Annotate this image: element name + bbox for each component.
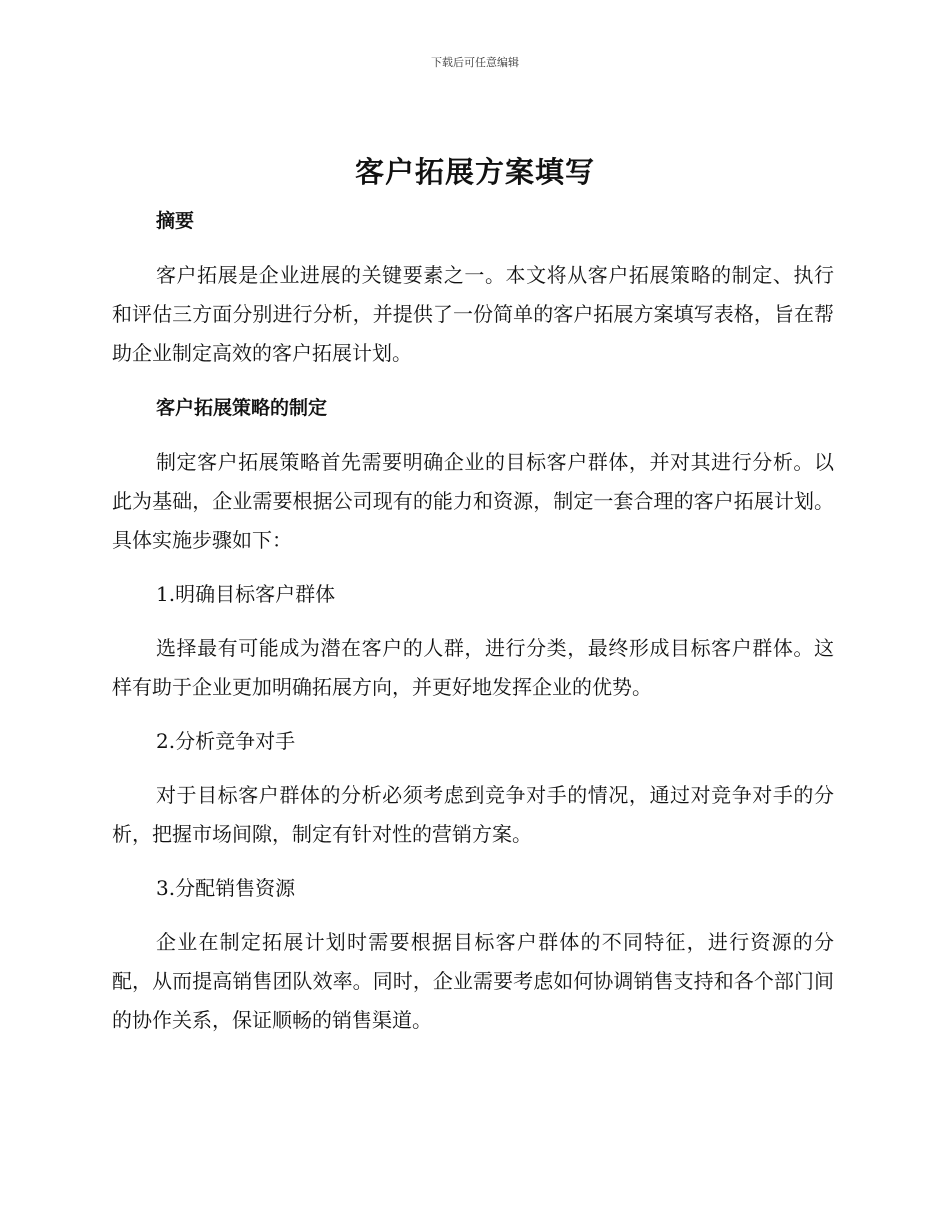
document-body	[112, 202, 834, 1055]
step-title-3: 3.分配销售资源	[156, 876, 296, 900]
section-intro-paragraph: 制定客户拓展策略首先需要明确企业的目标客户群体，并对其进行分析。以此为基础，企业需要根据公司现有的能力和资源，制定一套合理的客户拓展计划。具体实施步骤如下：	[112, 450, 834, 552]
document-title: 客户拓展方案填写	[354, 155, 595, 189]
abstract-paragraph: 客户拓展是企业进展的关键要素之一。本文将从客户拓展策略的制定、执行和评估三方面分别进行分析，并提供了一份简单的客户拓展方案填写表格，旨在帮助企业制定高效的客户拓展计划。	[112, 263, 834, 365]
section-heading-strategy: 客户拓展策略的制定	[156, 397, 328, 419]
step-title-2: 2.分析竞争对手	[156, 729, 296, 753]
step-paragraph-3: 企业在制定拓展计划时需要根据目标客户群体的不同特征，进行资源的分配，从而提高销售团队效率。同时，企业需要考虑如何协调销售支持和各个部门间的协作关系，保证顺畅的销售渠道。	[112, 930, 834, 1032]
header-note: 下载后可任意编辑	[431, 56, 519, 69]
step-title-1: 1.明确目标客户群体	[156, 582, 336, 606]
step-paragraph-2: 对于目标客户群体的分析必须考虑到竞争对手的情况，通过对竞争对手的分析，把握市场间隙，制定有针对性的营销方案。	[112, 783, 834, 846]
step-paragraph-1: 选择最有可能成为潜在客户的人群，进行分类，最终形成目标客户群体。这样有助于企业更加明确拓展方向，并更好地发挥企业的优势。	[112, 636, 834, 699]
abstract-heading: 摘要	[156, 210, 195, 232]
